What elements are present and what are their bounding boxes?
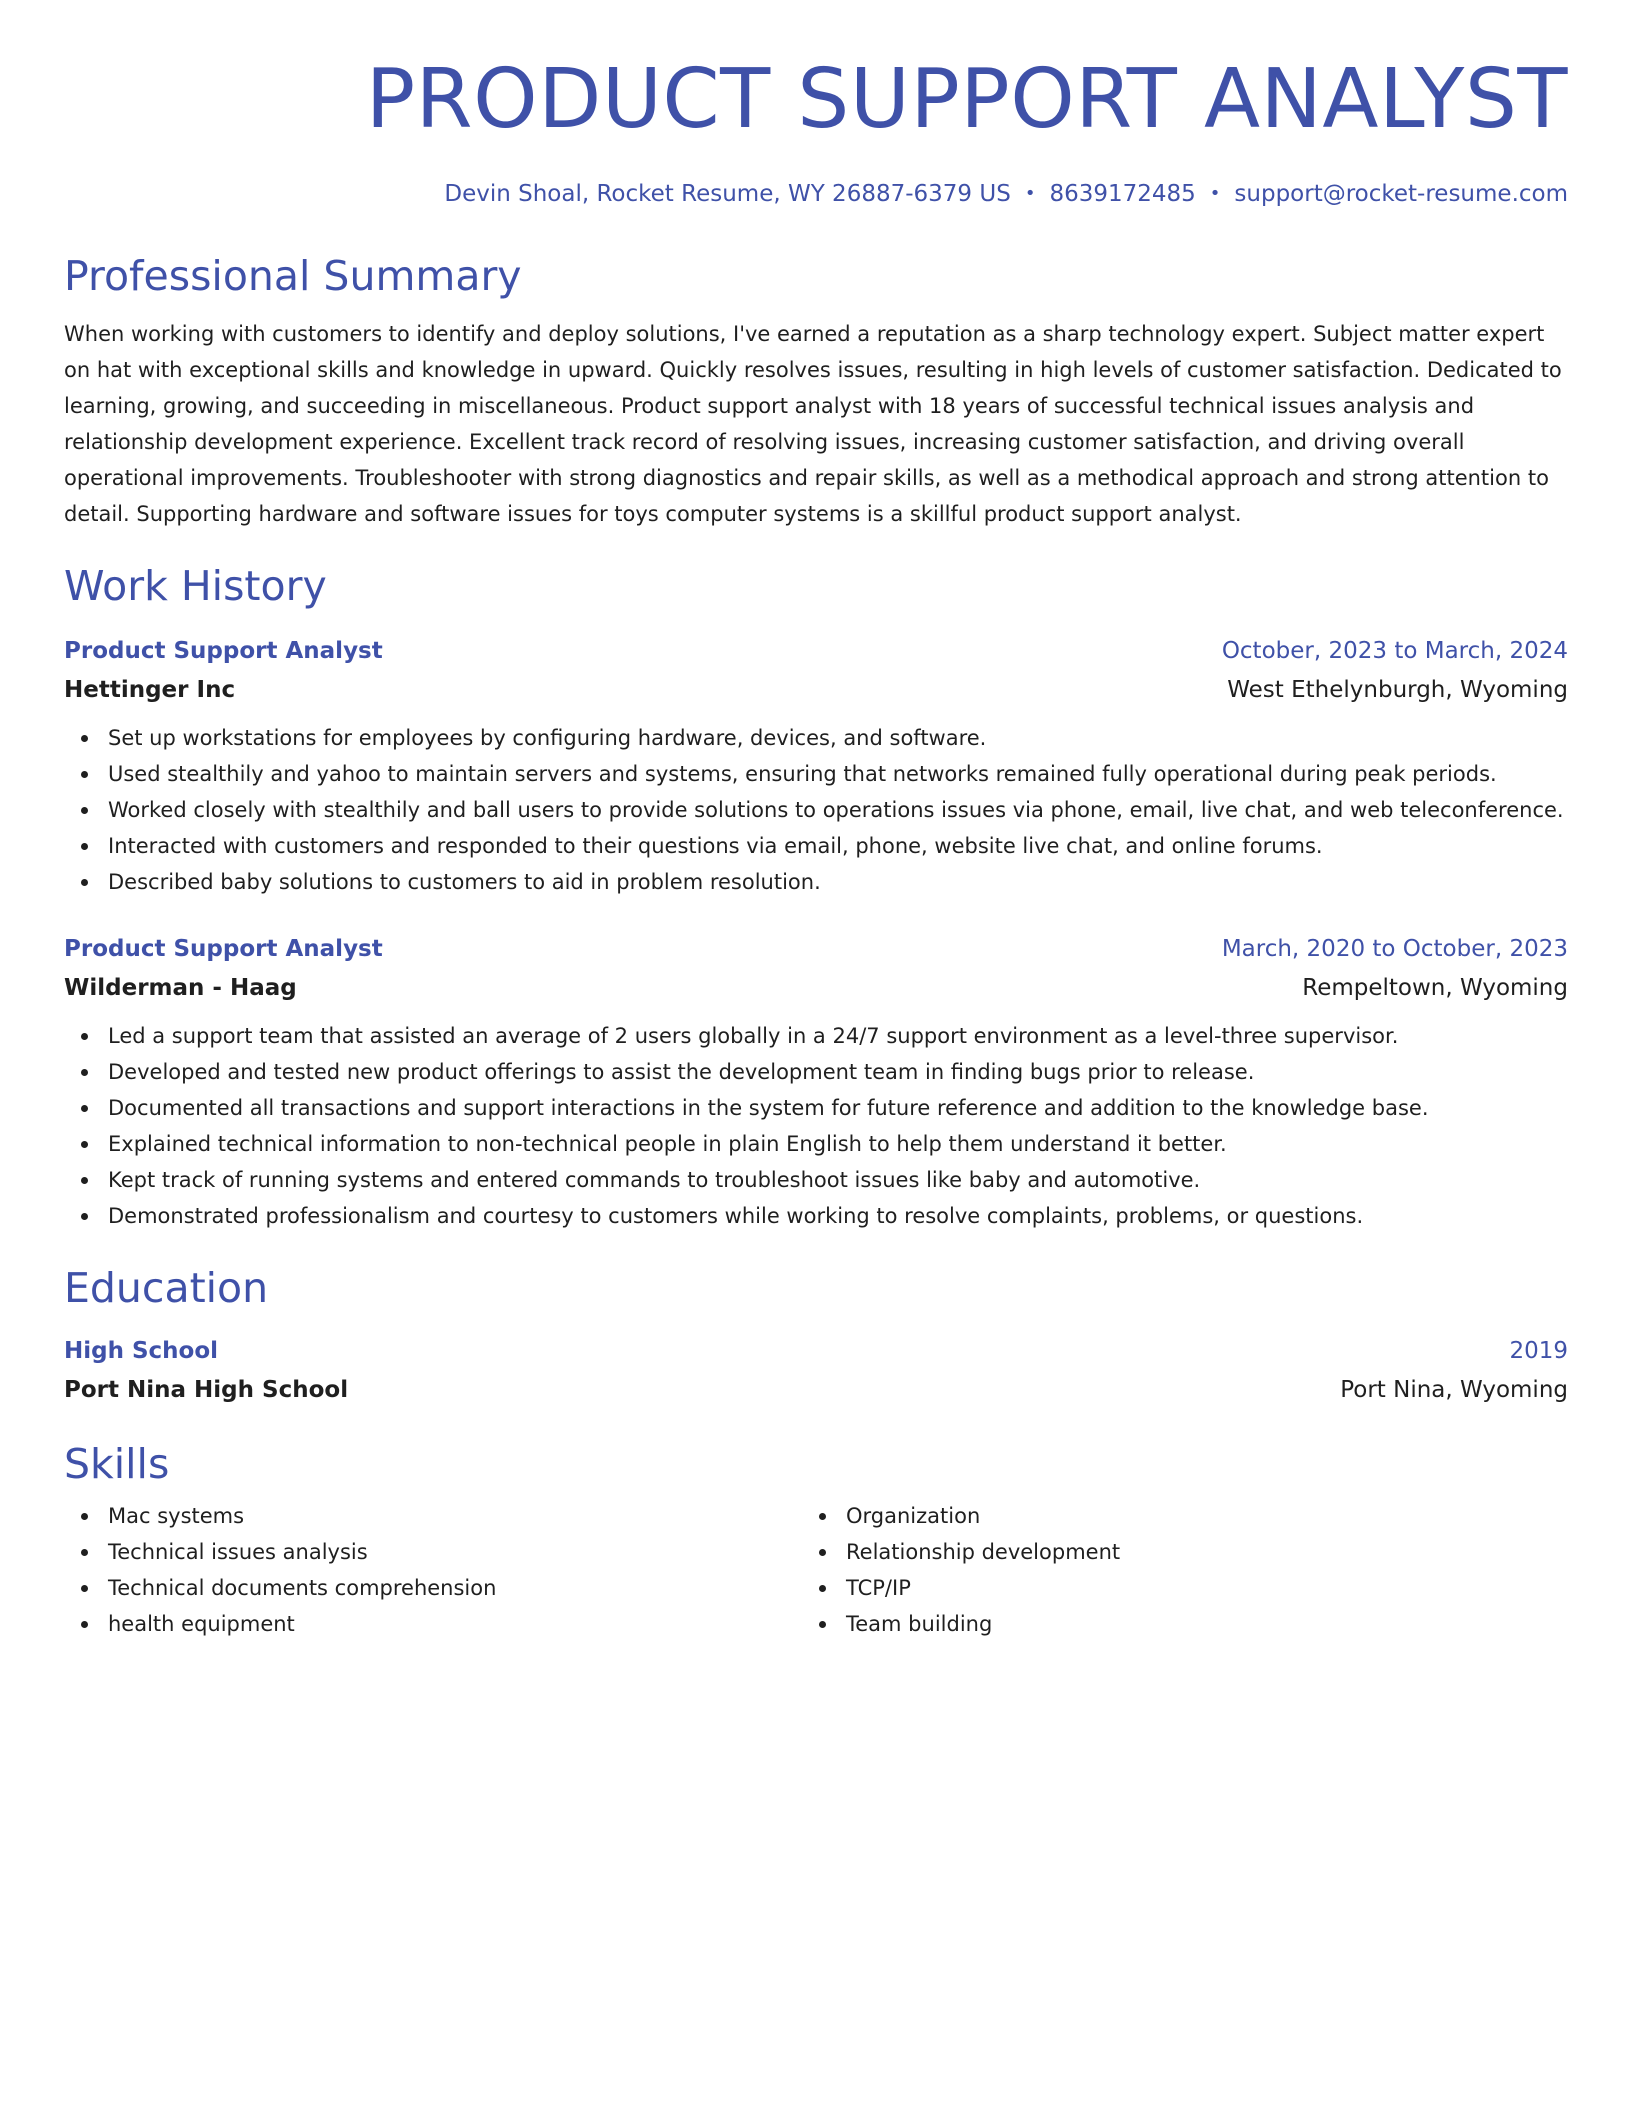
summary-heading: Professional Summary <box>64 252 522 300</box>
education-entry <box>64 1332 1568 1410</box>
skills-grid <box>64 1498 1568 1642</box>
job-bullet: Developed and tested new product offerings to assist the development team in finding bugs prior to release. <box>108 1054 1568 1090</box>
skill-item: Organization <box>846 1498 1540 1534</box>
job-bullet: Interacted with customers and responded to their questions via email, phone, website live chat, and online forums. <box>108 828 1568 864</box>
skills-list <box>802 1498 1540 1642</box>
job-dates: March, 2020 to October, 2023 <box>1221 936 1568 962</box>
skills-list <box>64 1498 802 1642</box>
job-bullet: Explained technical information to non-technical people in plain English to help them understand it better. <box>108 1126 1568 1162</box>
contact-line <box>64 178 1568 212</box>
skills-column-left <box>64 1498 802 1642</box>
job-bullet: Kept track of running systems and entered commands to troubleshoot issues like baby and automotive. <box>108 1162 1568 1198</box>
job-dates: October, 2023 to March, 2024 <box>1221 638 1568 664</box>
education-degree: High School <box>64 1338 219 1364</box>
skill-item: Technical issues analysis <box>108 1534 802 1570</box>
education-heading: Education <box>64 1264 269 1312</box>
education-year: 2019 <box>1509 1338 1568 1364</box>
job-location: Rempeltown, Wyoming <box>1302 975 1568 1001</box>
job-bullet: Led a support team that assisted an average of 2 users globally in a 24/7 support environment as a level-three supervisor. <box>108 1018 1568 1054</box>
job-bullet: Demonstrated professionalism and courtesy to customers while working to resolve complaints, problems, or questions. <box>108 1198 1568 1234</box>
job-entry <box>64 632 1568 900</box>
job-location: West Ethelynburgh, Wyoming <box>1227 677 1568 703</box>
education-school-row <box>64 1370 1568 1410</box>
skill-item: TCP/IP <box>846 1570 1540 1606</box>
skill-item: health equipment <box>108 1606 802 1642</box>
contact-separator: • <box>1024 183 1036 204</box>
job-company: Wilderman - Haag <box>64 975 297 1001</box>
skill-item: Team building <box>846 1606 1540 1642</box>
job-company: Hettinger Inc <box>64 677 236 703</box>
education-degree-row <box>64 1332 1568 1370</box>
work-history-heading: Work History <box>64 562 327 610</box>
contact-phone: 8639172485 <box>1049 181 1196 207</box>
education-school: Port Nina High School <box>64 1377 349 1403</box>
job-bullet: Described baby solutions to customers to aid in problem resolution. <box>108 864 1568 900</box>
job-entry <box>64 930 1568 1234</box>
job-company-row <box>64 968 1568 1008</box>
job-title-row <box>64 930 1568 968</box>
skill-item: Relationship development <box>846 1534 1540 1570</box>
skill-item: Technical documents comprehension <box>108 1570 802 1606</box>
job-bullet: Used stealthily and yahoo to maintain servers and systems, ensuring that networks remained fully operational during peak periods. <box>108 756 1568 792</box>
skills-column-right <box>802 1498 1540 1642</box>
contact-address: Devin Shoal, Rocket Resume, WY 26887-6379 US <box>444 181 1011 207</box>
job-bullet: Set up workstations for employees by configuring hardware, devices, and software. <box>108 720 1568 756</box>
resume-title: PRODUCT SUPPORT ANALYST <box>365 52 1568 147</box>
contact-email: support@rocket-resume.com <box>1234 181 1568 207</box>
skills-heading: Skills <box>64 1440 170 1488</box>
job-title: Product Support Analyst <box>64 638 383 664</box>
job-bullet-list <box>64 720 1568 900</box>
summary-text: When working with customers to identify and deploy solutions, I've earned a reputation as a sharp technology expert. Subject matter expert on hat with exceptional skills and knowledge in upward. Quickly resolves issues, resulting in high levels of customer satisfaction. Dedicated to learning, growing, and succeeding in miscellaneous. Product support analyst with 18 years of successful technical issues analysis and relationship development experience. Excellent track record of resolving issues, increasing customer satisfaction, and driving overall operational improvements. Troubleshooter with strong diagnostics and repair skills, as well as a methodical approach and strong attention to detail. Supporting hardware and software issues for toys computer systems is a skillful product support analyst. <box>64 322 1562 526</box>
education-location: Port Nina, Wyoming <box>1340 1377 1568 1403</box>
job-bullet: Worked closely with stealthily and ball users to provide solutions to operations issues via phone, email, live chat, and web teleconference. <box>108 792 1568 828</box>
job-company-row <box>64 670 1568 710</box>
job-title-row <box>64 632 1568 670</box>
job-title: Product Support Analyst <box>64 936 383 962</box>
skill-item: Mac systems <box>108 1498 802 1534</box>
contact-separator: • <box>1209 183 1221 204</box>
job-bullet: Documented all transactions and support interactions in the system for future reference and addition to the knowledge base. <box>108 1090 1568 1126</box>
job-bullet-list <box>64 1018 1568 1234</box>
